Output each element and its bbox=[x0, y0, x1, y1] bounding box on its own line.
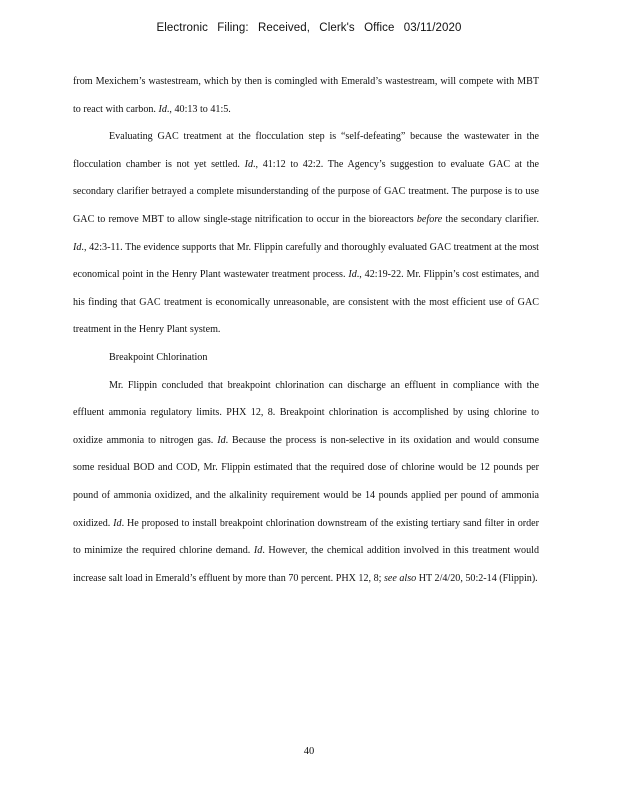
paragraph-text: Mr. Flippin concluded that breakpoint chlorination can discharge an effluent in compliance with the effluent ammonia regulatory limits. PHX 12, 8. Breakpoint chlorination is accomplished by using chlorine to oxidize ammonia to nitrogen gas. bbox=[73, 379, 539, 446]
emphasis: before bbox=[416, 213, 443, 225]
citation: Id bbox=[73, 241, 82, 253]
paragraph-text: HT 2/4/20, 50:2-14 (Flippin). bbox=[416, 572, 538, 584]
citation: Id bbox=[348, 269, 357, 281]
citation: Id bbox=[158, 103, 167, 115]
paragraph-text: Evaluating GAC treatment at the flocculation step is “self-defeating” because the wastewater in the flocculation chamber is not yet settled. bbox=[73, 131, 539, 170]
citation: Id bbox=[113, 517, 122, 529]
citation: Id bbox=[253, 545, 263, 557]
paragraph bbox=[73, 123, 539, 344]
citation: Id bbox=[217, 434, 226, 446]
paragraph-text: . Because the process is non-selective in its oxidation and would consume some residual BOD and COD, Mr. Flippin estimated that the required dose of chlorine would be 12 pounds per pound of ammonia oxidized, and the alkalinity requirement would be 14 pounds applied per pound of ammonia oxidized. bbox=[73, 434, 539, 529]
page-number: 40 bbox=[303, 746, 315, 757]
section-subheading: Breakpoint Chlorination bbox=[109, 351, 208, 363]
paragraph-text: ., 41:12 to 42:2. The Agency’s suggestion to evaluate GAC at the secondary clarifier betrayed a complete misunderstanding of the purpose of GAC treatment. The purpose is to use GAC to remove MBT to allow single-stage nitrification to occur in the bioreactors bbox=[73, 158, 539, 225]
filing-header: Electronic Filing: Received, Clerk's Office 03/11/2020 bbox=[156, 22, 462, 34]
paragraph-text: ., 42:3-11. The evidence supports that Mr. Flippin carefully and thoroughly evaluated GAC treatment at the most economical point in the Henry Plant wastewater treatment process. bbox=[73, 241, 539, 281]
paragraph-text: . However, the chemical addition involved in this treatment would increase salt load in Emerald’s effluent by more than 70 percent. PHX 12, 8; bbox=[73, 545, 539, 584]
paragraph-text: . He proposed to install breakpoint chlorination downstream of the existing tertiary sand filter in order to minimize the required chlorine demand. bbox=[73, 517, 539, 557]
paragraph bbox=[73, 372, 539, 593]
paragraph bbox=[73, 68, 539, 123]
citation: Id bbox=[244, 158, 254, 170]
paragraph-text: ., 42:19-22. Mr. Flippin’s cost estimates, and his finding that GAC treatment is economically unreasonable, are consistent with the most efficient use of GAC treatment in the Henry Plant system. bbox=[73, 269, 539, 336]
document-body bbox=[73, 68, 539, 592]
citation-signal: see also bbox=[383, 572, 417, 584]
paragraph-text: from Mexichem’s wastestream, which by then is comingled with Emerald’s wastestream, will compete with MBT to react with carbon. bbox=[73, 76, 539, 115]
paragraph-text: the secondary clarifier. bbox=[442, 213, 539, 225]
paragraph-text: ., 40:13 to 41:5. bbox=[166, 103, 231, 115]
